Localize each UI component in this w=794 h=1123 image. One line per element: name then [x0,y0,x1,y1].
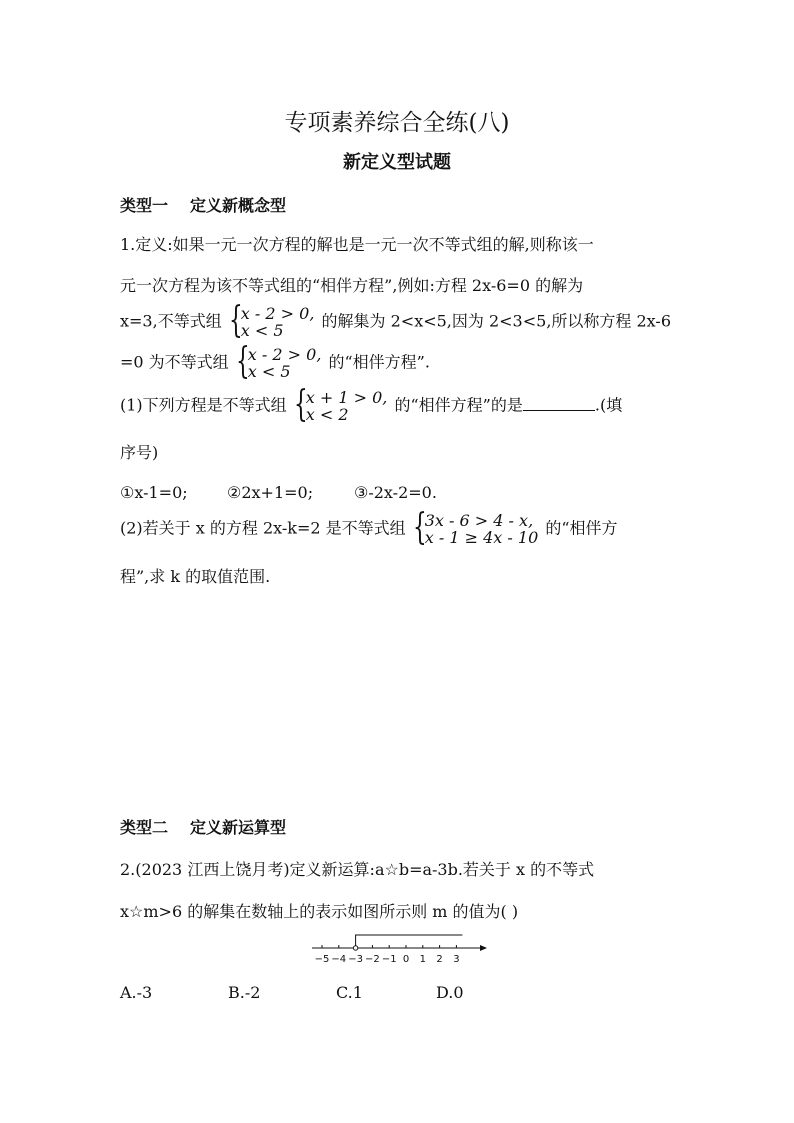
choice-d[interactable]: D.0 [436,983,464,1002]
number-line-tick-label: −3 [348,954,363,965]
q1-line-3 [120,300,672,341]
section-heading-2 [120,815,286,838]
left-brace: { [228,300,243,341]
number-line-tick-label: −1 [381,954,397,965]
page-title: 专项素养综合全练(八) [284,110,510,136]
system-row: x - 2 > 0, [240,304,315,323]
system-row: x < 5 [240,321,284,340]
q1-line-4-start: =0 为不等式组 [120,352,229,372]
left-brace: { [412,507,427,548]
inequality-system-part2 [412,507,539,548]
number-line-figure [310,928,490,968]
solution-ray [356,935,463,948]
system-row: 3x - 6 > 4 - x, [424,511,534,530]
system-row: x < 5 [247,362,291,381]
number-line-tick-label: −5 [314,954,330,965]
q1-part1-end: .(填 [594,395,623,415]
inequality-system-example-repeat [235,341,322,382]
q1-part2-start: (2)若关于 x 的方程 2x-k=2 是不等式组 [120,518,406,538]
q1-line-4-end: 的“相伴方程”. [328,352,430,372]
number-line-tick-label: −2 [365,954,380,965]
section-label: 类型二 [120,818,169,837]
system-row: x + 1 > 0, [305,388,388,407]
section-label: 类型一 [120,196,169,215]
choice-a[interactable]: A.-3 [120,983,153,1002]
option-2: ②2x+1=0; [227,483,314,502]
q1-part1-start: (1)下列方程是不等式组 [120,395,287,415]
section-name: 定义新概念型 [190,196,287,215]
q1-line-3-end: 的解集为 2<x<5,因为 2<3<5,所以称方程 2x-6 [321,311,672,331]
number-line-tick-label: −4 [331,954,347,965]
left-brace: { [293,384,308,425]
inequality-system-part1 [293,384,388,425]
q1-line-2: 元一次方程为该不等式组的“相伴方程”,例如:方程 2x-6=0 的解为 [120,276,584,295]
option-1: ①x-1=0; [120,483,188,502]
q1-part2-end: 的“相伴方 [545,518,618,538]
q1-part1-line [120,384,623,425]
system-row: x - 2 > 0, [247,345,322,364]
inequality-system-example [228,300,315,341]
q1-part2-line-2: 程”,求 k 的取值范围. [120,567,271,586]
section-heading-1 [120,193,286,216]
page-subtitle: 新定义型试题 [343,152,451,173]
option-3: ③-2x-2=0. [354,483,437,502]
q1-line-1: 1.定义:如果一元一次方程的解也是一元一次不等式组的解,则称该一 [120,235,594,254]
q1-part1-middle: 的“相伴方程”的是 [394,395,523,415]
section-name: 定义新运算型 [190,818,287,837]
q1-part2-line [120,507,618,548]
open-endpoint [353,946,357,950]
number-line-tick-label: 1 [419,954,426,965]
choice-c[interactable]: C.1 [336,983,363,1002]
q2-line-1: 2.(2023 江西上饶月考)定义新运算:a☆b=a-3b.若关于 x 的不等式 [120,860,595,879]
number-line-tick-label: 2 [436,954,443,965]
system-row: x < 2 [305,405,349,424]
q1-part1-line-2: 序号) [120,443,159,462]
number-line-tick-label: 0 [402,954,410,965]
number-line-tick-label: 3 [453,954,460,965]
answer-blank[interactable] [523,396,595,411]
q1-line-4 [120,341,430,382]
choice-b[interactable]: B.-2 [228,983,261,1002]
left-brace: { [235,341,250,382]
system-row: x - 1 ≥ 4x - 10 [424,528,539,547]
q2-line-2: x☆m>6 的解集在数轴上的表示如图所示则 m 的值为( ) [120,902,519,921]
q1-line-3-start: x=3,不等式组 [120,311,222,331]
arrow-right-icon [480,945,487,951]
